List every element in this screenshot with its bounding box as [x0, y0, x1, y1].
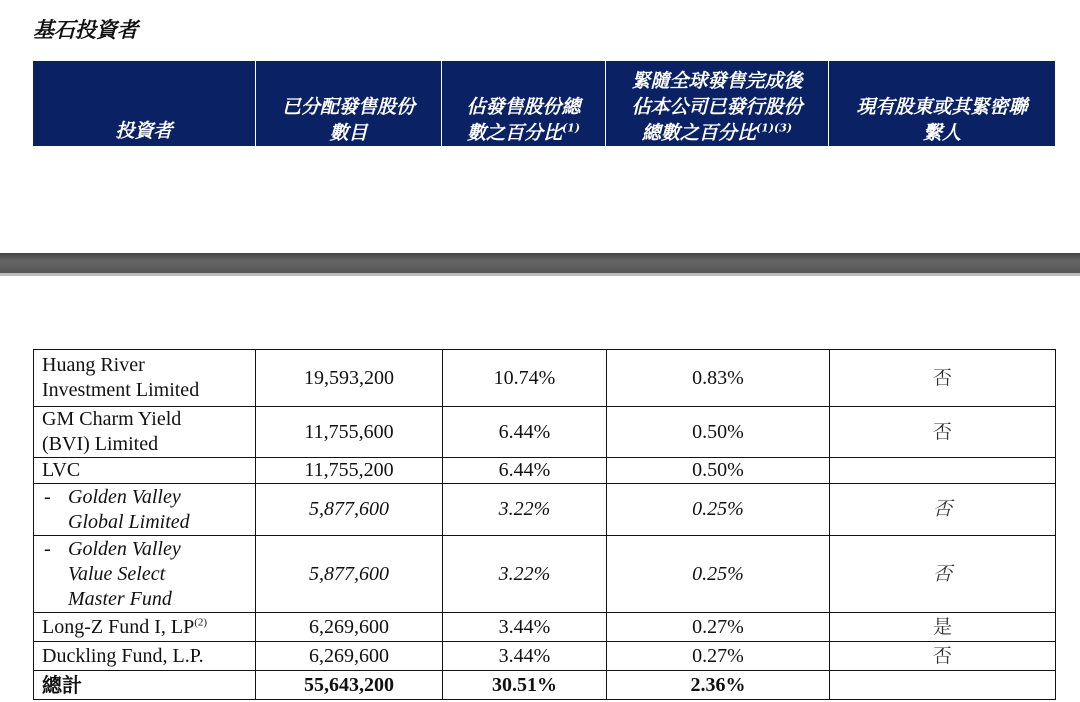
investor-name: GM Charm Yield (BVI) Limited — [34, 407, 256, 458]
section-title: 基石投資者 — [33, 17, 138, 42]
allocated-shares: 6,269,600 — [256, 613, 443, 642]
pct-offer: 3.22% — [443, 484, 607, 536]
investor-name: - Golden Valley Value Select Master Fund — [34, 536, 256, 613]
footnote-ref: (1) — [561, 121, 581, 135]
pct-offer: 6.44% — [443, 458, 607, 484]
pct-total: 0.25% — [607, 536, 830, 613]
allocated-shares: 11,755,200 — [256, 458, 443, 484]
header-connected: 現有股東或其緊密聯 繫人 — [829, 61, 1056, 147]
total-pct-total: 2.36% — [607, 671, 830, 700]
footnote-ref: (1)(3) — [755, 121, 793, 135]
investor-table — [33, 349, 1056, 700]
total-connected — [830, 671, 1056, 700]
table-row — [34, 613, 1056, 642]
header-pct-total: 緊隨全球發售完成後 佔本公司已發行股份 總數之百分比$^{(1)(3)}$ — [606, 61, 829, 147]
investor-name: Huang River Investment Limited — [34, 350, 256, 407]
table-header — [32, 60, 1056, 147]
table-row — [34, 642, 1056, 671]
table-row — [34, 350, 1056, 407]
header-allocated-shares: 已分配發售股份 數目 — [256, 61, 442, 147]
divider-bar — [0, 253, 1080, 273]
pct-total: 0.25% — [607, 484, 830, 536]
pct-offer: 3.44% — [443, 642, 607, 671]
total-label: 總計 — [34, 671, 256, 700]
footnote-ref: (2) — [194, 615, 208, 628]
pct-total: 0.50% — [607, 458, 830, 484]
connected-status: 是 — [830, 613, 1056, 642]
pct-total: 0.50% — [607, 407, 830, 458]
connected-status: 否 — [830, 407, 1056, 458]
pct-total: 0.27% — [607, 613, 830, 642]
table-row — [34, 536, 1056, 613]
connected-status: 否 — [830, 350, 1056, 407]
pct-offer: 3.22% — [443, 536, 607, 613]
header-investor: 投資者 — [33, 61, 256, 147]
pct-total: 0.27% — [607, 642, 830, 671]
connected-status: 否 — [830, 536, 1056, 613]
connected-status: 否 — [830, 642, 1056, 671]
total-row — [34, 671, 1056, 700]
investor-name: Duckling Fund, L.P. — [34, 642, 256, 671]
header-pct-offer: 佔發售股份總 數之百分比$^{(1)}$ — [442, 61, 606, 147]
allocated-shares: 11,755,600 — [256, 407, 443, 458]
pct-offer: 10.74% — [443, 350, 607, 407]
allocated-shares: 6,269,600 — [256, 642, 443, 671]
connected-status — [830, 458, 1056, 484]
total-shares: 55,643,200 — [256, 671, 443, 700]
investor-name: Long-Z Fund I, LP$^{(2)}$ — [34, 613, 256, 642]
investor-name: LVC — [34, 458, 256, 484]
connected-status: 否 — [830, 484, 1056, 536]
table-row — [34, 484, 1056, 536]
pct-total: 0.83% — [607, 350, 830, 407]
allocated-shares: 5,877,600 — [256, 484, 443, 536]
table-row — [34, 458, 1056, 484]
allocated-shares: 19,593,200 — [256, 350, 443, 407]
pct-offer: 3.44% — [443, 613, 607, 642]
investor-name: - Golden Valley Global Limited — [34, 484, 256, 536]
pct-offer: 6.44% — [443, 407, 607, 458]
table-row — [34, 407, 1056, 458]
allocated-shares: 5,877,600 — [256, 536, 443, 613]
total-pct-offer: 30.51% — [443, 671, 607, 700]
